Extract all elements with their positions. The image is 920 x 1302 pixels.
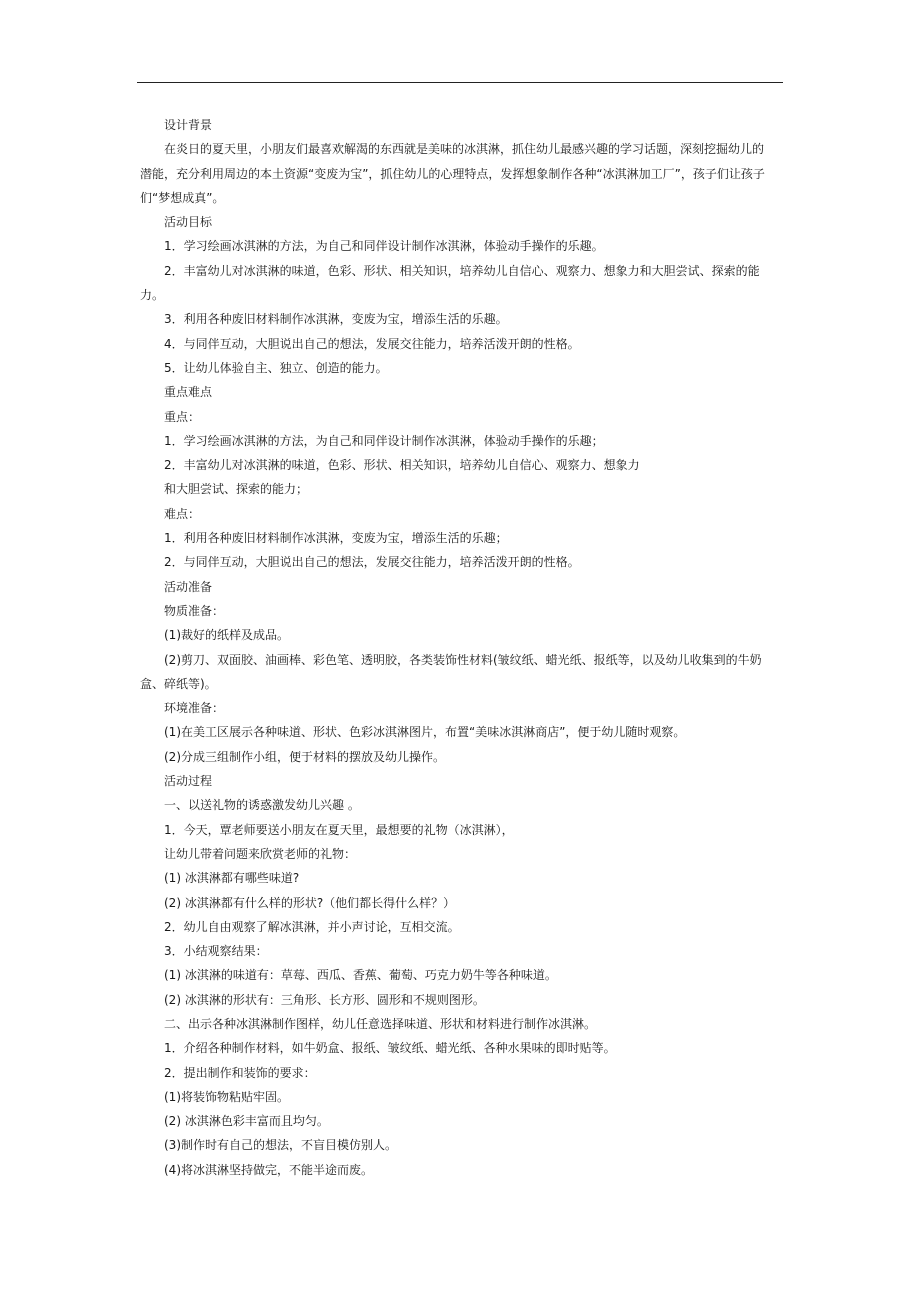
text-line: 盒、碎纸等)。: [140, 676, 217, 691]
text-line: 设计背景: [164, 118, 213, 132]
text-line: (2) 冰淇淋的形状有：三角形、长方形、圆形和不规则图形。: [164, 992, 485, 1007]
text-line: (1) 冰淇淋都有哪些味道?: [164, 871, 300, 886]
text-line: 1．今天，覃老师要送小朋友在夏天里，最想要的礼物（冰淇淋），: [164, 822, 514, 837]
text-line: 活动过程: [164, 774, 213, 789]
text-line: (2) 冰淇淋都有什么样的形状?（他们都长得什么样？）: [164, 895, 456, 910]
text-line: 和大胆尝试、探索的能力；: [164, 482, 309, 497]
text-line: 一、以送礼物的诱惑激发幼儿兴趣 。: [164, 798, 360, 813]
text-line: (1)在美工区展示各种味道、形状、色彩冰淇淋图片，布置“美味冰淇淋商店”，便于幼儿随时观察。: [164, 725, 686, 740]
text-line: 二、出示各种冰淇淋制作图样，幼儿任意选择味道、形状和材料进行制作冰淇淋。: [164, 1016, 597, 1031]
text-line: 3．小结观察结果：: [164, 944, 268, 959]
text-line: 们“梦想成真”。: [140, 190, 225, 205]
text-line: (2) 冰淇淋色彩丰富而且均匀。: [164, 1114, 329, 1129]
text-line: 重点难点: [164, 385, 213, 400]
header-rule: [137, 82, 783, 83]
document-body: [140, 113, 785, 1182]
text-line: 物质准备：: [164, 603, 225, 618]
text-line: 1．学习绘画冰淇淋的方法，为自己和同伴设计制作冰淇淋，体验动手操作的乐趣；: [164, 433, 604, 448]
text-line: (4)将冰淇淋坚持做完，不能半途而废。: [164, 1162, 373, 1177]
text-line: (1)将装饰物粘贴牢固。: [164, 1089, 289, 1104]
text-line: 难点：: [164, 506, 201, 521]
text-line: 2．与同伴互动，大胆说出自己的想法，发展交往能力，培养活泼开朗的性格。: [164, 555, 580, 570]
text-line: 力。: [140, 288, 165, 303]
text-line: (1)裁好的纸样及成品。: [164, 628, 289, 643]
text-line: 潜能，充分利用周边的本土资源“变废为宝”，抓住幼儿的心理特点，发挥想象制作各种“冰淇淋加工厂”，孩子们让孩子: [140, 166, 765, 181]
text-line: 1．学习绘画冰淇淋的方法，为自己和同伴设计制作冰淇淋，体验动手操作的乐趣。: [164, 239, 604, 254]
text-line: 1．介绍各种制作材料，如牛奶盒、报纸、皱纹纸、蜡光纸、各种水果味的即时贴等。: [164, 1041, 616, 1056]
text-line: (1) 冰淇淋的味道有：草莓、西瓜、香蕉、葡萄、巧克力奶牛等各种味道。: [164, 968, 557, 983]
text-line: 4．与同伴互动，大胆说出自己的想法，发展交往能力，培养活泼开朗的性格。: [164, 336, 580, 351]
text-line: 2．幼儿自由观察了解冰淇淋，并小声讨论，互相交流。: [164, 919, 460, 934]
text-line: 活动目标: [164, 215, 213, 230]
text-line: 2．丰富幼儿对冰淇淋的味道，色彩、形状、相关知识，培养幼儿自信心、观察力、想象力: [164, 458, 640, 473]
text-line: 2．提出制作和装饰的要求：: [164, 1065, 316, 1080]
text-line: 5．让幼儿体验自主、独立、创造的能力。: [164, 360, 388, 375]
text-line: 活动准备: [164, 579, 213, 594]
text-line: 让幼儿带着问题来欣赏老师的礼物：: [164, 846, 357, 861]
text-line: 重点：: [164, 409, 201, 424]
text-line: 在炎日的夏天里，小朋友们最喜欢解渴的东西就是美味的冰淇淋，抓住幼儿最感兴趣的学习话题，深刻挖掘幼儿的: [164, 142, 765, 157]
text-line: 1．利用各种废旧材料制作冰淇淋，变废为宝，增添生活的乐趣；: [164, 531, 508, 546]
text-line: 2．丰富幼儿对冰淇淋的味道，色彩、形状、相关知识，培养幼儿自信心、观察力、想象力和大胆尝试、探索的能: [164, 263, 760, 278]
text-line: (2)剪刀、双面胶、油画棒、彩色笔、透明胶，各类装饰性材料(皱纹纸、蜡光纸、报纸等，以及幼儿收集到的牛奶: [164, 652, 762, 667]
text-line: (2)分成三组制作小组，便于材料的摆放及幼儿操作。: [164, 749, 446, 764]
text-line: (3)制作时有自己的想法，不盲目模仿别人。: [164, 1138, 397, 1153]
text-line: 环境准备：: [164, 701, 225, 716]
text-line: 3．利用各种废旧材料制作冰淇淋，变废为宝，增添生活的乐趣。: [164, 312, 508, 327]
